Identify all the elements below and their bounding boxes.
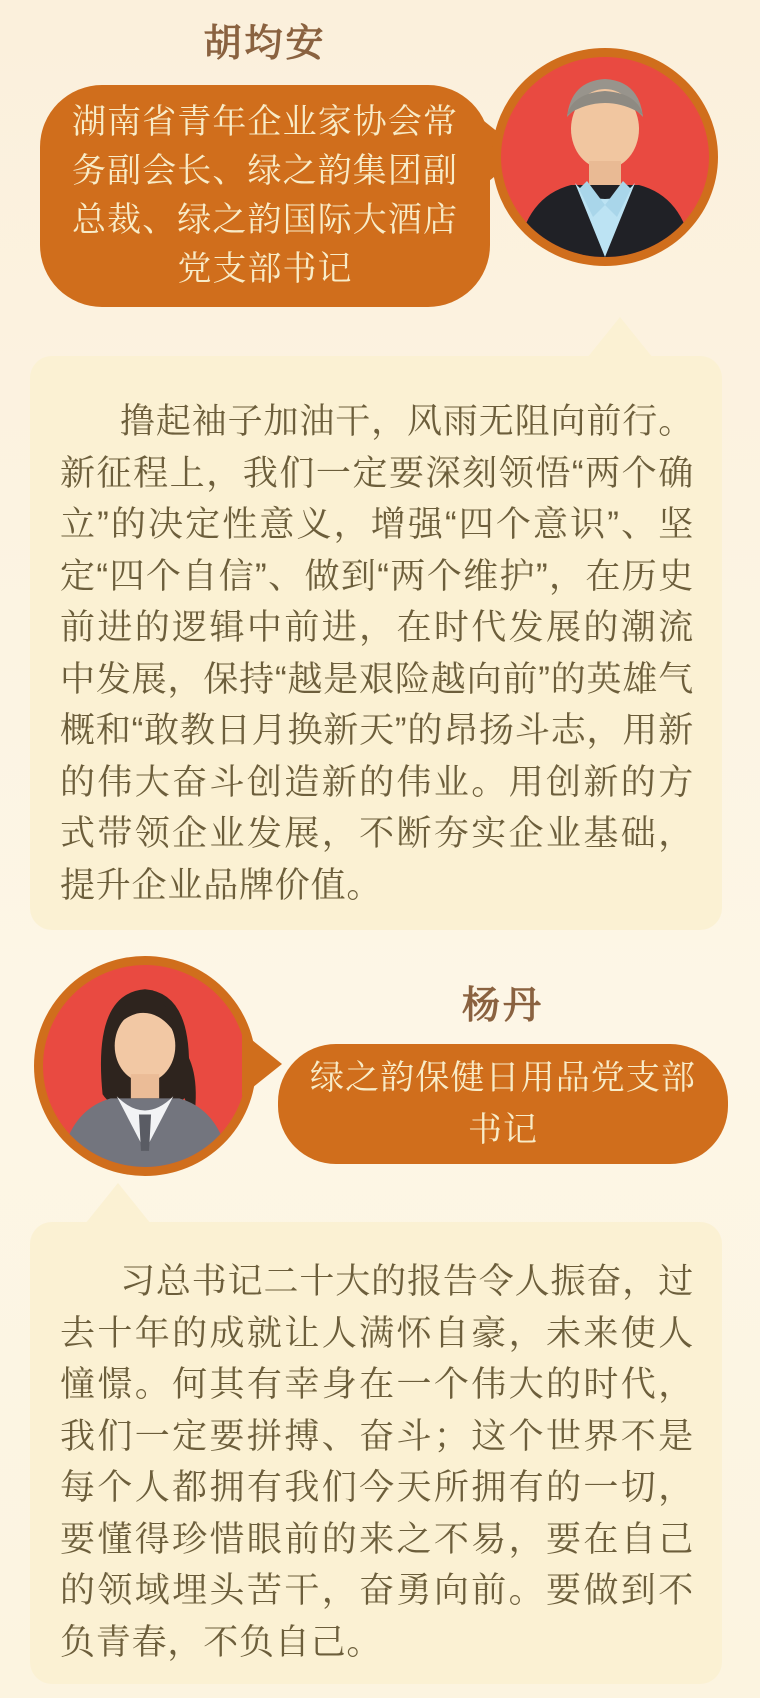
person-name: 杨丹	[461, 985, 544, 1027]
quote-text: 习总书记二十大的报告令人振奋，过去十年的成就让人满怀自豪，未来使人憧憬。何其有幸身在一个伟大的时代，我们一定要拼搏、奋斗；这个世界不是每个人都拥有我们今天所拥有的一切，要懂得珍惜眼前的来之不易，要在自己的领域埋头苦干，奋勇向前。要做到不负青春，不负自己。	[60, 1262, 694, 1662]
portrait-photo-man	[492, 48, 718, 266]
person-title: 绿之韵保健日用品党支部书记	[310, 1059, 696, 1149]
quote-card	[30, 356, 722, 930]
title-speech-bubble	[278, 1044, 728, 1164]
quote-card	[30, 1222, 722, 1684]
title-speech-bubble	[40, 85, 490, 307]
person-name: 胡均安	[203, 23, 327, 65]
woman-avatar-illustration	[43, 965, 247, 1167]
person-title: 湖南省青年企业家协会常务副会长、绿之韵集团副总裁、绿之韵国际大酒店党支部书记	[72, 103, 458, 288]
quote-card-pointer	[85, 1183, 151, 1224]
portrait-photo-woman	[34, 956, 256, 1176]
man-avatar-illustration	[501, 57, 709, 257]
photo-tail	[242, 1032, 282, 1096]
quote-card-pointer	[587, 317, 653, 358]
quote-text: 撸起袖子加油干，风雨无阻向前行。新征程上，我们一定要深刻领悟“两个确立”的决定性意义，增强“四个意识”、坚定“四个自信”、做到“两个维护”，在历史前进的逻辑中前进，在时代发展的潮流中发展，保持“越是艰险越向前”的英雄气概和“敢教日月换新天”的昂扬斗志，用新的伟大奋斗创造新的伟业。用创新的方式带领企业发展，不断夯实企业基础，提升企业品牌价值。	[60, 402, 694, 905]
